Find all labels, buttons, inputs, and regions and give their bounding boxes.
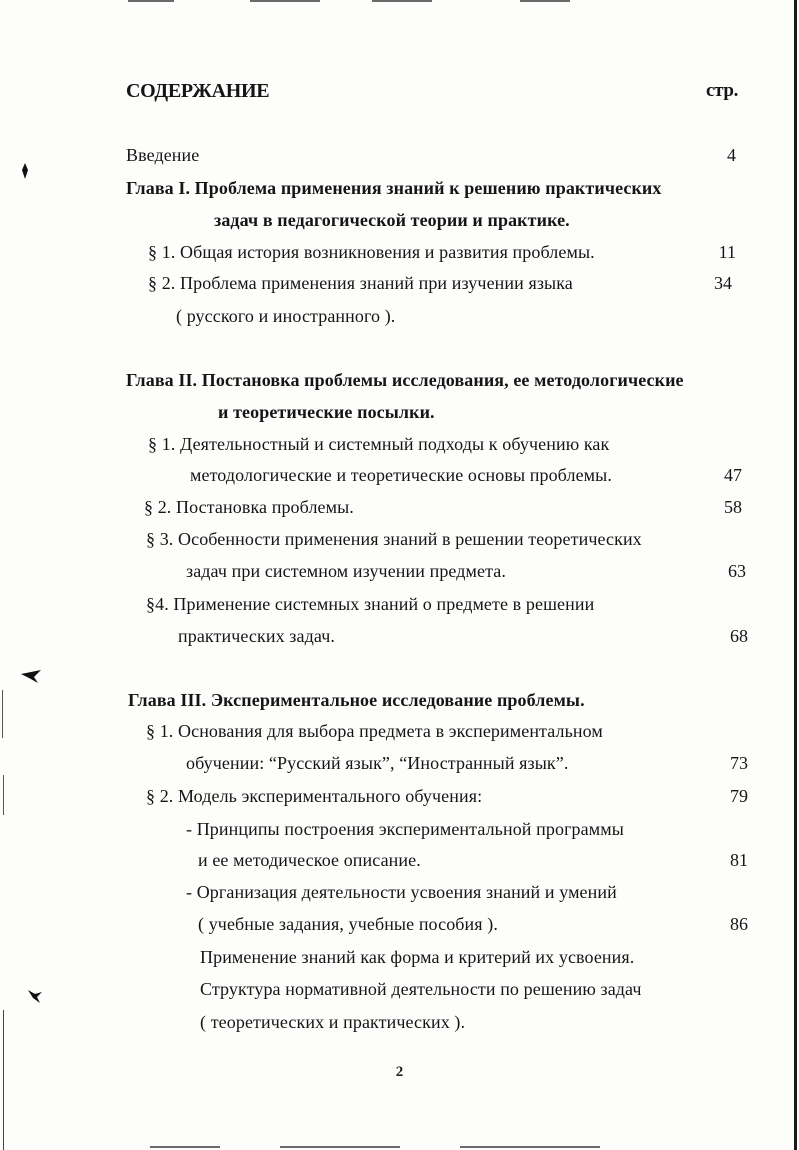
ch3-section-1-page: 73 — [730, 753, 748, 773]
ch2-section-3-page: 63 — [728, 561, 746, 581]
ch2-section-1-cont: методологические и теоретические основы проблемы. — [190, 465, 612, 485]
ch1-section-1: § 1. Общая история возникновения и развития проблемы. — [148, 242, 595, 262]
ch1-section-2-cont: ( русского и иностранного ). — [176, 306, 396, 326]
scan-top-dash-4 — [520, 0, 570, 2]
ch2-section-2: § 2. Постановка проблемы. — [144, 497, 354, 517]
chapter-1-title-cont: задач в педагогической теории и практике. — [214, 210, 570, 230]
margin-mark-2-icon — [20, 668, 42, 686]
toc-intro: Введение — [126, 145, 200, 165]
ch2-section-2-page: 58 — [724, 497, 742, 517]
scan-edge-right — [794, 0, 797, 1150]
scan-bottom-dash-3 — [460, 1146, 600, 1148]
ch3-section-2-item-1-page: 81 — [730, 850, 748, 870]
ch2-section-1-page: 47 — [724, 465, 742, 485]
margin-mark-1-icon — [16, 162, 34, 180]
ch2-section-4: §4. Применение системных знаний о предмете в решении — [146, 594, 595, 614]
ch3-section-2-item-2-page: 86 — [730, 914, 748, 934]
ch3-section-2-extra-3: ( теоретических и практических ). — [200, 1012, 466, 1032]
ch1-section-1-page: 11 — [718, 242, 736, 262]
chapter-2-title-cont: и теоретические посылки. — [218, 402, 435, 422]
page-number: 2 — [395, 1064, 404, 1080]
ch3-section-2-item-1-cont: и ее методическое описание. — [198, 850, 421, 870]
ch3-section-2: § 2. Модель экспериментального обучения: — [146, 786, 483, 806]
ch3-section-1: § 1. Основания для выбора предмета в экспериментальном — [146, 721, 603, 741]
scan-bottom-dash-1 — [150, 1146, 220, 1148]
scan-top-dash-3 — [372, 0, 432, 2]
ch3-section-1-cont: обучении: “Русский язык”, “Иностранный язык”. — [186, 753, 569, 773]
scan-top-dash-2 — [250, 0, 320, 2]
scan-top-dash-1 — [128, 0, 174, 2]
ch2-section-3: § 3. Особенности применения знаний в решении теоретических — [146, 529, 642, 549]
ch1-section-2: § 2. Проблема применения знаний при изучении языка — [148, 273, 573, 293]
ch3-section-2-page: 79 — [730, 786, 748, 806]
chapter-3-title: Глава III. Экспериментальное исследование проблемы. — [128, 690, 585, 710]
scan-edge-left-2 — [3, 775, 4, 815]
ch1-section-2-page: 34 — [714, 273, 732, 293]
ch2-section-3-cont: задач при системном изучении предмета. — [186, 561, 506, 581]
scan-bottom-dash-2 — [280, 1146, 400, 1148]
page-column-label: стр. — [706, 80, 739, 101]
ch3-section-2-item-1: - Принципы построения экспериментальной программы — [186, 819, 624, 839]
margin-mark-3-icon — [26, 986, 44, 1004]
ch2-section-1: § 1. Деятельностный и системный подходы к обучению как — [148, 434, 610, 454]
chapter-1-title: Глава I. Проблема применения знаний к решению практических — [126, 178, 662, 198]
ch2-section-4-cont: практических задач. — [178, 626, 335, 646]
toc-heading: СОДЕРЖАНИЕ — [126, 80, 270, 102]
ch3-section-2-extra-2: Структура нормативной деятельности по решению задач — [200, 979, 642, 999]
chapter-2-title: Глава II. Постановка проблемы исследования, ее методологические — [126, 370, 684, 390]
ch2-section-4-page: 68 — [730, 626, 748, 646]
ch3-section-2-extra-1: Применение знаний как форма и критерий их усвоения. — [200, 947, 635, 967]
ch3-section-2-item-2: - Организация деятельности усвоения знаний и умений — [186, 882, 617, 902]
scan-edge-left — [2, 690, 3, 738]
ch3-section-2-item-2-cont: ( учебные задания, учебные пособия ). — [198, 914, 498, 934]
toc-intro-page: 4 — [727, 145, 736, 165]
